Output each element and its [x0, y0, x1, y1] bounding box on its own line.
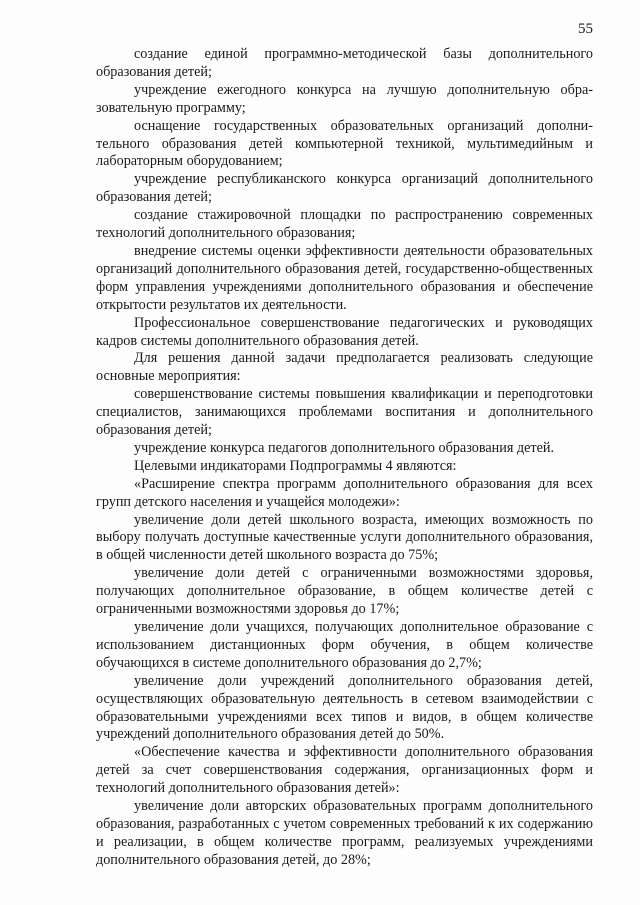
paragraph: Для решения данной задачи предполагается реализовать следующие основные мероприятия:	[96, 350, 593, 385]
paragraph: учреждение республиканского конкурса организаций дополнительного образования детей;	[96, 171, 593, 206]
paragraph: увеличение доли авторских образовательных программ дополнительного образования, разработанных с учетом современных требований к их содержанию и реализации, в общем количестве программ, реализуемых учреждениями дополнительного образования детей, до 28%;	[96, 798, 593, 868]
paragraph: «Обеспечение качества и эффективности дополнительного образования детей за счет совершенствования содержания, организационных форм и технологий дополнительного образования детей»:	[96, 744, 593, 797]
paragraph: оснащение государственных образовательных организаций дополнительного образования детей компьютерной техникой, мультимедийным и лабораторным оборудованием;	[96, 117, 593, 170]
paragraph: «Расширение спектра программ дополнительного образования для всех групп детского населения и учащейся молодежи»:	[96, 475, 593, 510]
paragraph: создание стажировочной площадки по распространению современных технологий дополнительного образования;	[96, 207, 593, 242]
document-body	[96, 46, 593, 870]
paragraph: увеличение доли учащихся, получающих дополнительное образование с использованием дистанционных форм обучения, в общем количестве обучающихся в системе дополнительного образования до 2,7%;	[96, 619, 593, 671]
paragraph: учреждение ежегодного конкурса на лучшую дополнительную образовательную программу;	[96, 81, 593, 116]
paragraph: увеличение доли учреждений дополнительного образования детей, осуществляющих образовательную деятельность в сетевом взаимодействии с образовательными учреждениями всех типов и видов, в общем количестве учреждений дополнительного образования детей до 50%.	[96, 672, 593, 743]
paragraph: Целевыми индикаторами Подпрограммы 4 являются:	[134, 457, 457, 474]
paragraph: создание единой программно-методической базы дополнительного образования детей;	[96, 46, 593, 80]
paragraph: Профессиональное совершенствование педагогических и руководящих кадров системы дополнительного образования детей.	[96, 314, 593, 349]
paragraph: увеличение доли детей с ограниченными возможностями здоровья, получающих дополнительное образование, в общем количестве детей с ограниченными возможностями здоровья до 17%;	[96, 565, 593, 618]
page-number: 55	[578, 21, 593, 37]
paragraph: внедрение системы оценки эффективности деятельности образовательных организаций дополнительного образования детей, государственно-общественных форм управления учреждениями дополнительного образования и обеспечение открытости результатов их деятельности.	[96, 242, 593, 313]
paragraph: увеличение доли детей школьного возраста, имеющих возможность по выбору получать доступные качественные услуги дополнительного образования, в общей численности детей школьного возраста до 75%;	[96, 511, 593, 564]
paragraph: учреждение конкурса педагогов дополнительного образования детей.	[134, 439, 555, 456]
paragraph: совершенствование системы повышения квалификации и переподготовки специалистов, занимающихся проблемами воспитания и дополнительного образования детей;	[96, 386, 593, 439]
